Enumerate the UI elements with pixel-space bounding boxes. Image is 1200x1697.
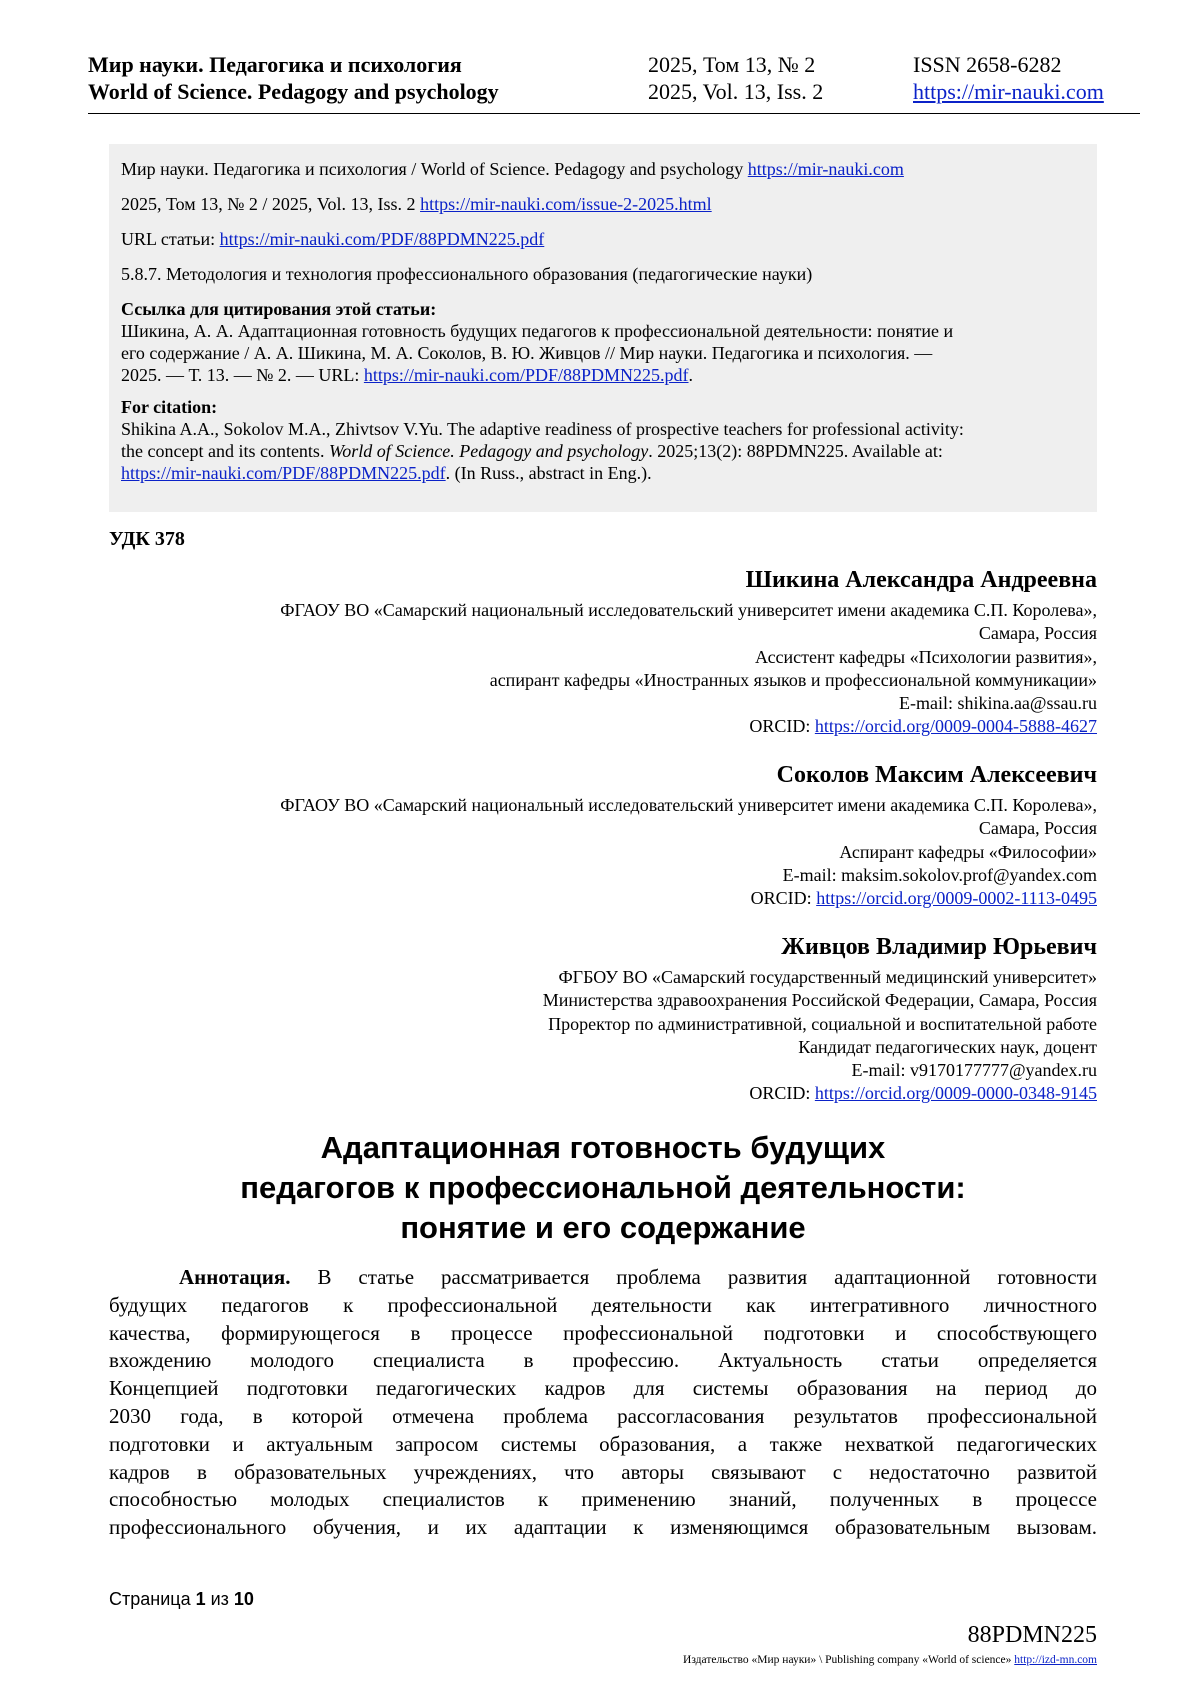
abstract-line: будущих педагогов к профессиональной деятельности как интегративного личностного bbox=[109, 1292, 1097, 1317]
citation-en-link[interactable]: https://mir-nauki.com/PDF/88PDMN225.pdf bbox=[121, 463, 446, 483]
author-org-city: Министерства здравоохранения Российской Федерации, Самара, Россия bbox=[542, 990, 1097, 1011]
journal-title-ru: Мир науки. Педагогика и психология bbox=[88, 52, 462, 77]
publisher-link[interactable]: http://izd-mn.com bbox=[1014, 1654, 1097, 1666]
issn: ISSN 2658-6282 bbox=[913, 52, 1062, 77]
author-block bbox=[109, 932, 1097, 1106]
issue-ru: 2025, Том 13, № 2 bbox=[648, 52, 816, 77]
running-header bbox=[88, 52, 1140, 106]
page-current: 1 bbox=[195, 1589, 206, 1609]
page-prefix: Страница bbox=[109, 1589, 196, 1609]
publisher-line bbox=[683, 1654, 1097, 1666]
abstract-line: качества, формирующегося в процессе профессиональной подготовки и способствующего bbox=[109, 1320, 1097, 1345]
page-total: 10 bbox=[233, 1589, 254, 1609]
issue-en: 2025, Vol. 13, Iss. 2 bbox=[648, 79, 824, 104]
journal-site-link[interactable]: https://mir-nauki.com bbox=[913, 79, 1104, 104]
meta-journal-link[interactable]: https://mir-nauki.com bbox=[747, 159, 904, 179]
abstract-text: В статье рассматривается проблема развития адаптационной готовности bbox=[290, 1265, 1097, 1289]
abstract-label: Аннотация. bbox=[179, 1265, 291, 1289]
udk-code: УДК 378 bbox=[109, 528, 185, 550]
author-org: ФГБОУ ВО «Самарский государственный медицинский университет» bbox=[558, 967, 1097, 987]
citation-ru-label: Ссылка для цитирования этой статьи: bbox=[121, 299, 437, 319]
abstract-line: кадров в образовательных учреждениях, что авторы связывают с недостаточно развитой bbox=[109, 1459, 1097, 1484]
author-org: ФГАОУ ВО «Самарский национальный исследовательский университет имени академика С.П. Королева», bbox=[280, 795, 1097, 815]
citation-en-line: Shikina A.A., Sokolov M.A., Zhivtsov V.Yu. The adaptive readiness of prospective teachers for professional activity: bbox=[121, 419, 964, 439]
author-org-city: Самара, Россия bbox=[978, 623, 1097, 644]
author-org: ФГАОУ ВО «Самарский национальный исследовательский университет имени академика С.П. Королева», bbox=[280, 600, 1097, 620]
author-block bbox=[109, 565, 1097, 739]
citation-ru-line: 2025. — Т. 13. — № 2. — URL: bbox=[121, 365, 364, 385]
meta-article-url-link[interactable]: https://mir-nauki.com/PDF/88PDMN225.pdf bbox=[219, 229, 545, 249]
citation-ru-link[interactable]: https://mir-nauki.com/PDF/88PDMN225.pdf bbox=[363, 365, 689, 385]
author-position: аспирант кафедры «Иностранных языков и профессиональной коммуникации» bbox=[489, 669, 1097, 690]
author-position: Ассистент кафедры «Психологии развития», bbox=[755, 646, 1097, 667]
abstract-line: подготовки и актуальным запросом системы образования, а также нехваткой педагогических bbox=[109, 1431, 1097, 1456]
author-name: Шикина Александра Андреевна bbox=[745, 567, 1097, 593]
page-mid: из bbox=[205, 1589, 234, 1609]
article-title bbox=[109, 1128, 1097, 1248]
author-position: Проректор по административной, социальной и воспитательной работе bbox=[548, 1013, 1097, 1034]
meta-specialty: 5.8.7. Методология и технология профессионального образования (педагогические науки) bbox=[121, 264, 813, 284]
orcid-label: ORCID: bbox=[750, 888, 817, 909]
orcid-label: ORCID: bbox=[749, 716, 815, 737]
citation-en-line: the concept and its contents. bbox=[121, 441, 329, 461]
citation-en-label: For citation: bbox=[121, 397, 218, 417]
meta-journal: Мир науки. Педагогика и психология / World of Science. Pedagogy and psychology bbox=[121, 159, 748, 179]
publisher-text: Издательство «Мир науки» \ Publishing company «World of science» bbox=[683, 1654, 1015, 1666]
orcid-link[interactable]: https://orcid.org/0009-0000-0348-9145 bbox=[814, 1083, 1097, 1104]
author-position: Кандидат педагогических наук, доцент bbox=[798, 1036, 1097, 1057]
meta-url-label: URL статьи: bbox=[121, 229, 220, 249]
citation-ru bbox=[121, 298, 1085, 386]
author-email: E-mail: v9170177777@yandex.ru bbox=[851, 1060, 1097, 1081]
page-number bbox=[109, 1589, 254, 1610]
author-position: Аспирант кафедры «Философии» bbox=[839, 841, 1097, 862]
author-name: Соколов Максим Алексеевич bbox=[776, 762, 1097, 788]
meta-issue: 2025, Том 13, № 2 / 2025, Vol. 13, Iss. 2 bbox=[121, 194, 421, 214]
citation-en-end: . (In Russ., abstract in Eng.). bbox=[445, 463, 652, 483]
title-line: педагогов к профессиональной деятельности: bbox=[240, 1170, 966, 1205]
citation-en-line: . 2025;13(2): 88PDMN225. Available at: bbox=[648, 441, 943, 461]
article-meta-box bbox=[109, 144, 1097, 512]
author-email: E-mail: maksim.sokolov.prof@yandex.com bbox=[782, 864, 1097, 885]
citation-en-journal: World of Science. Pedagogy and psychology bbox=[328, 441, 649, 461]
article-code: 88PDMN225 bbox=[967, 1622, 1097, 1648]
citation-ru-line: Шикина, А. А. Адаптационная готовность будущих педагогов к профессиональной деятельности: понятие и bbox=[121, 321, 954, 341]
journal-title-en: World of Science. Pedagogy and psychology bbox=[88, 79, 499, 104]
citation-en bbox=[121, 396, 1085, 484]
title-line: Адаптационная готовность будущих bbox=[320, 1130, 886, 1165]
author-block bbox=[109, 760, 1097, 910]
abstract-line: способностью молодых специалистов к применению знаний, полученных в процессе bbox=[109, 1487, 1097, 1512]
title-line: понятие и его содержание bbox=[400, 1210, 806, 1245]
abstract-line: Концепцией подготовки педагогических кадров для системы образования на период до bbox=[109, 1376, 1097, 1401]
orcid-label: ORCID: bbox=[749, 1083, 815, 1104]
header-divider bbox=[88, 113, 1140, 114]
author-org-city: Самара, Россия bbox=[978, 818, 1097, 839]
citation-ru-end: . bbox=[688, 365, 694, 385]
abstract-line bbox=[109, 1264, 1097, 1292]
meta-issue-link[interactable]: https://mir-nauki.com/issue-2-2025.html bbox=[420, 194, 712, 214]
author-email: E-mail: shikina.aa@ssau.ru bbox=[898, 693, 1097, 714]
abstract-line: 2030 года, в которой отмечена проблема рассогласования результатов профессиональной bbox=[109, 1403, 1097, 1428]
abstract-line: вхождению молодого специалиста в профессию. Актуальность статьи определяется bbox=[109, 1348, 1097, 1373]
abstract-line: профессионального обучения, и их адаптации к изменяющимся образовательным вызовам. bbox=[109, 1515, 1097, 1540]
orcid-link[interactable]: https://orcid.org/0009-0004-5888-4627 bbox=[814, 716, 1097, 737]
author-name: Живцов Владимир Юрьевич bbox=[781, 934, 1097, 960]
abstract bbox=[109, 1264, 1097, 1542]
orcid-link[interactable]: https://orcid.org/0009-0002-1113-0495 bbox=[816, 888, 1097, 909]
citation-ru-line: его содержание / А. А. Шикина, М. А. Соколов, В. Ю. Живцов // Мир науки. Педагогика и психология. — bbox=[121, 343, 933, 363]
